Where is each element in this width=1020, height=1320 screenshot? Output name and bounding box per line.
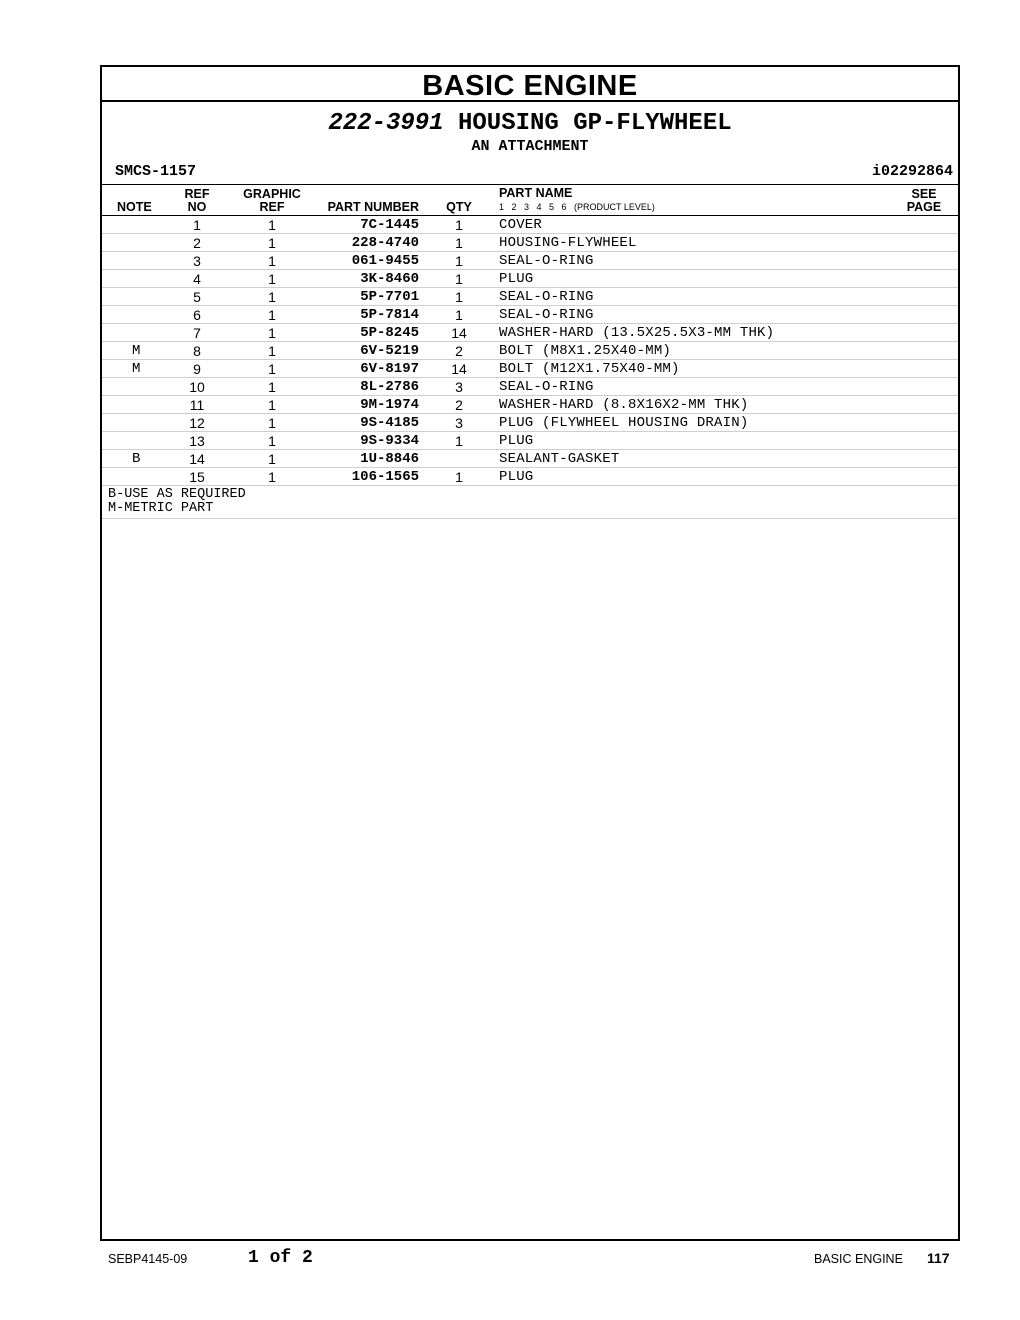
page-footer: [0, 1249, 1020, 1269]
table-row: [102, 396, 958, 414]
smcs-row: [102, 156, 958, 184]
graphic-ref-cell: 1: [268, 415, 276, 431]
col-part-number: PART NUMBER: [327, 200, 419, 214]
qty-cell: 14: [451, 325, 467, 341]
col-see-top: SEE: [911, 187, 937, 201]
page-number: 117: [927, 1250, 950, 1266]
part-number-cell: 8L-2786: [360, 379, 419, 395]
graphic-ref-cell: 1: [268, 361, 276, 377]
part-number-cell: 228-4740: [351, 235, 419, 251]
part-name-cell: PLUG (FLYWHEEL HOUSING DRAIN): [499, 415, 749, 431]
table-row: [102, 360, 958, 378]
footer-section: BASIC ENGINE: [814, 1252, 903, 1266]
part-name-cell: WASHER-HARD (8.8X16X2-MM THK): [499, 397, 749, 413]
graphic-ref-cell: 1: [268, 343, 276, 359]
part-name-cell: HOUSING-FLYWHEEL: [499, 235, 637, 251]
graphic-ref-cell: 1: [268, 397, 276, 413]
notes-block: [102, 486, 958, 519]
graphic-ref-cell: 1: [268, 433, 276, 449]
graphic-ref-cell: 1: [268, 253, 276, 269]
part-number-cell: 3K-8460: [360, 271, 419, 287]
part-number-cell: 9S-4185: [360, 415, 419, 431]
graphic-ref-cell: 1: [268, 235, 276, 251]
part-name-cell: WASHER-HARD (13.5X25.5X3-MM THK): [499, 325, 775, 341]
note-cell: M: [132, 361, 141, 377]
part-number-cell: 5P-7814: [360, 307, 419, 323]
ref-no-cell: 10: [189, 379, 205, 395]
ref-no-cell: 13: [189, 433, 205, 449]
ref-no-cell: 11: [189, 397, 205, 413]
qty-cell: 3: [455, 379, 463, 395]
ref-no-cell: 9: [193, 361, 201, 377]
qty-cell: 1: [455, 253, 463, 269]
part-name-cell: BOLT (M8X1.25X40-MM): [499, 343, 672, 359]
col-note: NOTE: [117, 200, 152, 214]
ref-no-cell: 4: [193, 271, 201, 287]
table-row: [102, 450, 958, 468]
ref-no-cell: 7: [193, 325, 201, 341]
illustration-id: i02292864: [871, 163, 953, 180]
group-title: [102, 110, 958, 138]
part-number-cell: 7C-1445: [360, 217, 419, 233]
part-name-cell: SEAL-O-RING: [499, 253, 594, 269]
table-row: [102, 234, 958, 252]
part-number-cell: 5P-8245: [360, 325, 419, 341]
part-name-cell: PLUG: [499, 271, 534, 287]
section-title: BASIC ENGINE: [102, 67, 958, 102]
note-cell: M: [132, 343, 141, 359]
part-number-cell: 061-9455: [351, 253, 419, 269]
smcs-code: SMCS-1157: [115, 163, 197, 180]
part-name-cell: SEAL-O-RING: [499, 379, 594, 395]
part-number-cell: 9M-1974: [360, 397, 419, 413]
table-row: [102, 216, 958, 234]
note-cell: B: [132, 451, 141, 467]
part-name-cell: COVER: [499, 217, 543, 233]
qty-cell: 1: [455, 271, 463, 287]
ref-no-cell: 8: [193, 343, 201, 359]
col-qty: QTY: [446, 200, 472, 214]
table-row: [102, 270, 958, 288]
ref-no-cell: 2: [193, 235, 201, 251]
table-header: [102, 184, 958, 216]
graphic-ref-cell: 1: [268, 469, 276, 485]
col-ref-top: REF: [184, 187, 210, 201]
table-row: [102, 288, 958, 306]
ref-no-cell: 1: [193, 217, 201, 233]
parts-page-frame: [100, 65, 960, 1241]
qty-cell: 3: [455, 415, 463, 431]
doc-number: SEBP4145-09: [108, 1252, 188, 1266]
col-product-level: 1 2 3 4 5 6 (PRODUCT LEVEL): [499, 202, 655, 212]
part-name-cell: SEALANT-GASKET: [499, 451, 620, 467]
part-number-cell: 106-1565: [351, 469, 419, 485]
col-graphic-bottom: REF: [259, 200, 285, 214]
part-name-cell: PLUG: [499, 433, 534, 449]
qty-cell: 1: [455, 307, 463, 323]
qty-cell: 1: [455, 289, 463, 305]
part-name-cell: SEAL-O-RING: [499, 307, 594, 323]
qty-cell: 14: [451, 361, 467, 377]
ref-no-cell: 12: [189, 415, 205, 431]
col-see-bottom: PAGE: [906, 200, 942, 214]
graphic-ref-cell: 1: [268, 217, 276, 233]
ref-no-cell: 15: [189, 469, 205, 485]
col-part-name: PART NAME: [499, 186, 573, 200]
table-row: [102, 252, 958, 270]
qty-cell: 2: [455, 343, 463, 359]
graphic-ref-cell: 1: [268, 289, 276, 305]
table-row: [102, 342, 958, 360]
ref-no-cell: 5: [193, 289, 201, 305]
graphic-ref-cell: 1: [268, 325, 276, 341]
part-number-cell: 6V-8197: [360, 361, 419, 377]
part-number-cell: 5P-7701: [360, 289, 419, 305]
group-name: HOUSING GP-FLYWHEEL: [457, 110, 732, 137]
part-name-cell: BOLT (M12X1.75X40-MM): [499, 361, 680, 377]
graphic-ref-cell: 1: [268, 271, 276, 287]
part-name-cell: SEAL-O-RING: [499, 289, 594, 305]
graphic-ref-cell: 1: [268, 379, 276, 395]
graphic-ref-cell: 1: [268, 451, 276, 467]
note-line: B-USE AS REQUIRED: [108, 487, 246, 502]
qty-cell: 1: [455, 469, 463, 485]
table-row: [102, 324, 958, 342]
qty-cell: 1: [455, 217, 463, 233]
col-graphic-top: GRAPHIC: [243, 187, 301, 201]
note-line: M-METRIC PART: [108, 501, 214, 516]
table-row: [102, 414, 958, 432]
col-ref-bottom: NO: [187, 200, 207, 214]
page-of: 1 of 2: [248, 1248, 313, 1268]
table-row: [102, 378, 958, 396]
part-number-cell: 9S-9334: [360, 433, 419, 449]
qty-cell: 1: [455, 433, 463, 449]
ref-no-cell: 14: [189, 451, 205, 467]
parts-table-body: [102, 216, 958, 486]
ref-no-cell: 3: [193, 253, 201, 269]
qty-cell: 1: [455, 235, 463, 251]
group-subtitle: AN ATTACHMENT: [471, 138, 589, 155]
graphic-ref-cell: 1: [268, 307, 276, 323]
group-number: 222-3991: [328, 110, 444, 137]
part-name-cell: PLUG: [499, 469, 534, 485]
table-row: [102, 468, 958, 486]
table-row: [102, 432, 958, 450]
ref-no-cell: 6: [193, 307, 201, 323]
table-row: [102, 306, 958, 324]
part-number-cell: 6V-5219: [360, 343, 419, 359]
part-number-cell: 1U-8846: [360, 451, 419, 467]
qty-cell: 2: [455, 397, 463, 413]
